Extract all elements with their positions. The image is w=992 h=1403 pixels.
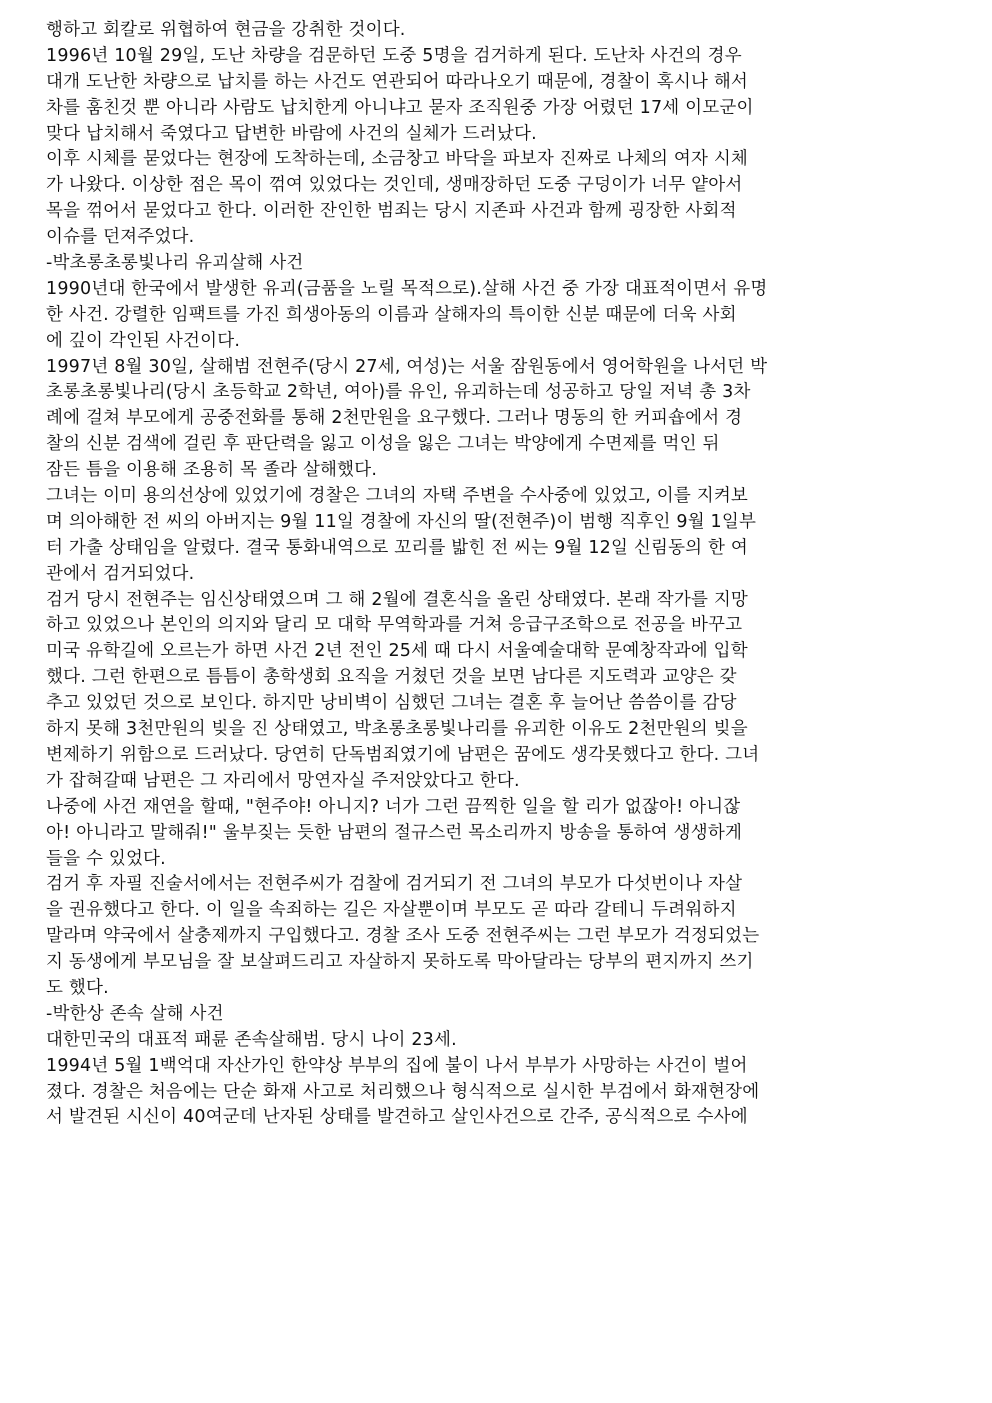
- text-line: 나중에 사건 재연을 할때, "현주야! 아니지? 너가 그런 끔찍한 일을 할 리가 없잖아! 아니잖: [46, 796, 741, 817]
- text-line: 지 동생에게 부모님을 잘 보살펴드리고 자살하지 못하도록 막아달라는 당부의 편지까지 쓰기: [46, 952, 754, 973]
- text-line: 그녀는 이미 용의선상에 있었기에 경찰은 그녀의 자택 주변을 수사중에 있었고, 이를 지켜보: [46, 486, 749, 507]
- text-line: 대한민국의 대표적 패륜 존속살해범. 당시 나이 23세.: [46, 1029, 457, 1050]
- text-line: 관에서 검거되었다.: [46, 563, 195, 584]
- text-line: 하지 못해 3천만원의 빚을 진 상태였고, 박초롱초롱빛나리를 유괴한 이유도 2천만원의 빚을: [46, 719, 748, 740]
- section-heading: -박초롱초롱빛나리 유괴살해 사건: [46, 253, 304, 274]
- text-line: 졌다. 경찰은 처음에는 단순 화재 사고로 처리했으나 형식적으로 실시한 부검에서 화재현장에: [46, 1081, 760, 1102]
- text-line: 찰의 신분 검색에 걸린 후 판단력을 잃고 이성을 잃은 그녀는 박양에게 수면제를 먹인 뒤: [46, 434, 720, 455]
- text-line: 가 잡혀갈때 남편은 그 자리에서 망연자실 주저앉았다고 한다.: [46, 770, 520, 791]
- text-line: 이슈를 던져주었다.: [46, 227, 195, 248]
- text-line: 변제하기 위함으로 드러났다. 당연히 단독범죄였기에 남편은 꿈에도 생각못했다고 한다. 그녀: [46, 744, 760, 765]
- text-line: 며 의아해한 전 씨의 아버지는 9월 11일 경찰에 자신의 딸(전현주)이 범행 직후인 9월 1일부: [46, 511, 757, 532]
- text-line: 잠든 틈을 이용해 조용히 목 졸라 살해했다.: [46, 460, 378, 481]
- text-line: 에 깊이 각인된 사건이다.: [46, 330, 241, 351]
- section-heading: -박한상 존속 살해 사건: [46, 1003, 224, 1024]
- text-line: 1997년 8월 30일, 살해범 전현주(당시 27세, 여성)는 서울 잠원동에서 영어학원을 나서던 박: [46, 356, 768, 377]
- text-line: 맞다 납치해서 죽였다고 답변한 바람에 사건의 실체가 드러났다.: [46, 123, 537, 144]
- text-line: 했다. 그런 한편으로 틈틈이 총학생회 요직을 거쳤던 것을 보면 남다른 지도력과 교양은 갖: [46, 667, 737, 688]
- text-line: 1996년 10월 29일, 도난 차량을 검문하던 도중 5명을 검거하게 된다. 도난차 사건의 경우: [46, 45, 742, 66]
- text-line: 이후 시체를 묻었다는 현장에 도착하는데, 소금창고 바닥을 파보자 진짜로 나체의 여자 시체: [46, 149, 749, 170]
- text-line: 한 사건. 강렬한 임팩트를 가진 희생아동의 이름과 살해자의 특이한 신분 때문에 더욱 사회: [46, 304, 737, 325]
- text-line: 미국 유학길에 오르는가 하면 사건 2년 전인 25세 때 다시 서울예술대학 문예창작과에 입학: [46, 641, 748, 662]
- document-page: [46, 18, 946, 1131]
- text-line: 대개 도난한 차량으로 납치를 하는 사건도 연관되어 따라나오기 때문에, 경찰이 혹시나 해서: [46, 71, 749, 92]
- text-line: 행하고 회칼로 위협하여 현금을 강취한 것이다.: [46, 20, 406, 40]
- text-line: 들을 수 있었다.: [46, 848, 166, 869]
- text-line: 목을 꺾어서 묻었다고 한다. 이러한 잔인한 범죄는 당시 지존파 사건과 함께 굉장한 사회적: [46, 201, 737, 222]
- text-line: 가 나왔다. 이상한 점은 목이 꺾여 있었다는 것인데, 생매장하던 도중 구덩이가 너무 얕아서: [46, 175, 743, 196]
- text-line: 서 발견된 시신이 40여군데 난자된 상태를 발견하고 살인사건으로 간주, 공식적으로 수사에: [46, 1107, 748, 1128]
- text-line: 차를 훔친것 뿐 아니라 사람도 납치한게 아니냐고 묻자 조직원중 가장 어렸던 17세 이모군이: [46, 97, 754, 118]
- text-line: 1990년대 한국에서 발생한 유괴(금품을 노릴 목적으로).살해 사건 중 가장 대표적이면서 유명: [46, 278, 768, 299]
- text-line: 말라며 약국에서 살충제까지 구입했다고. 경찰 조사 도중 전현주씨는 그런 부모가 걱정되었는: [46, 926, 760, 947]
- text-line: 검거 당시 전현주는 임신상태였으며 그 해 2월에 결혼식을 올린 상태였다. 본래 작가를 지망: [46, 589, 749, 610]
- text-line: 터 가출 상태임을 알렸다. 결국 통화내역으로 꼬리를 밟힌 전 씨는 9월 12일 신림동의 한 여: [46, 537, 749, 558]
- text-line: 도 했다.: [46, 977, 109, 998]
- text-line: 을 권유했다고 한다. 이 일을 속죄하는 길은 자살뿐이며 부모도 곧 따라 갈테니 두려워하지: [46, 900, 737, 921]
- text-line: 하고 있었으나 본인의 의지와 달리 모 대학 무역학과를 거쳐 응급구조학으로 전공을 바꾸고: [46, 615, 743, 636]
- text-line: 초롱초롱빛나리(당시 초등학교 2학년, 여아)를 유인, 유괴하는데 성공하고 당일 저녁 총 3차: [46, 382, 751, 403]
- text-line: 1994년 5월 1백억대 자산가인 한약상 부부의 집에 불이 나서 부부가 사망하는 사건이 벌어: [46, 1055, 748, 1076]
- text-line: 례에 걸쳐 부모에게 공중전화를 통해 2천만원을 요구했다. 그러나 명동의 한 커피숍에서 경: [46, 408, 743, 429]
- text-line: 아! 아니라고 말해줘!" 울부짖는 듯한 남편의 절규스런 목소리까지 방송을 통하여 생생하게: [46, 822, 743, 843]
- text-line: 검거 후 자필 진술서에서는 전현주씨가 검찰에 검거되기 전 그녀의 부모가 다섯번이나 자살: [46, 874, 743, 895]
- text-line: 추고 있었던 것으로 보인다. 하지만 낭비벽이 심했던 그녀는 결혼 후 늘어난 씀씀이를 감당: [46, 693, 737, 714]
